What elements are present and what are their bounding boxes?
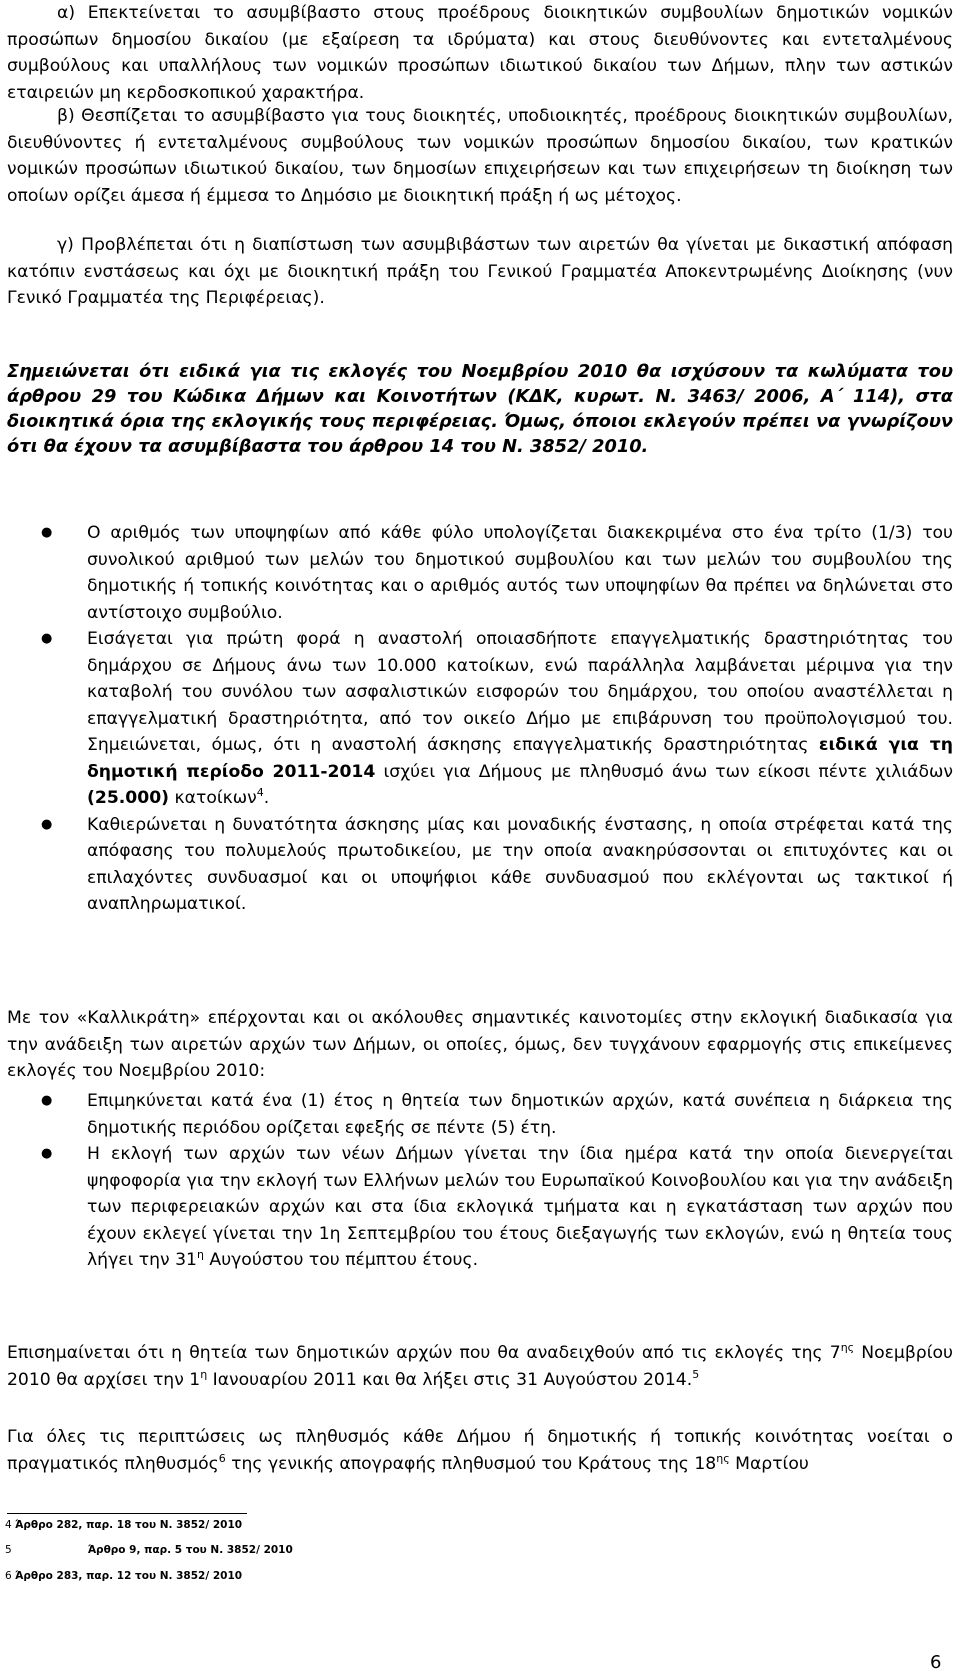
list-item bbox=[7, 520, 953, 626]
paragraph-c: γ) Προβλέπεται ότι η διαπίστωση των ασυμβιβάστων των αιρετών θα γίνεται με δικαστική απόφαση κατόπιν ενστάσεως και όχι με διοικητική πράξη του Γενικού Γραμματέα Αποκεντρωμένης Διοίκησης (νυν Γενικό Γραμματέα της Περιφέρειας). bbox=[7, 235, 953, 308]
page-number: 6 bbox=[930, 1652, 942, 1673]
term-paragraph: Επισημαίνεται ότι η θητεία των δημοτικών αρχών που θα αναδειχθούν από τις εκλογές της $7^{\eta\varsigma}$ Νοεμβρίου 2010 θα αρχίσει την $1^\eta$ Ιανουαρίου 2011 και θα λήξει στις 31 Αυγούστου 2014.$^5$ bbox=[7, 1341, 953, 1390]
innovations-intro: Με τον «Καλλικράτη» επέρχονται και οι ακόλουθες σημαντικές καινοτομίες στην εκλογική διαδικασία για την ανάδειξη των αιρετών αρχών των Δήμων, οι οποίες, όμως, δεν τυγχάνουν εφαρμογής στις επικείμενες εκλογές του Νοεμβρίου 2010: bbox=[7, 1008, 953, 1081]
list-item-text: Ο αριθμός των υποψηφίων από κάθε φύλο υπολογίζεται διακεκριμένα στο ένα τρίτο (1/3) του συνολικού αριθμού των μελών του δημοτικού συμβουλίου και των μελών του συμβουλίου της δημοτικής ή τοπικής κοινότητας και ο αριθμός αυτός των υποψηφίων θα πρέπει να δηλώνεται στο αντίστοιχο συμβούλιο. bbox=[87, 523, 953, 623]
footnote-divider bbox=[7, 1513, 247, 1514]
list-item bbox=[7, 812, 953, 918]
footnote-ref-5[interactable]: 5 bbox=[692, 1367, 700, 1381]
footnote-6: 6 Άρθρο 283, παρ. 12 του Ν. 3852/ 2010 bbox=[5, 1570, 243, 1582]
paragraph-a: α) Επεκτείνεται το ασυμβίβαστο στους προέδρους διοικητικών συμβουλίων δημοτικών νομικών προσώπων δημοσίου δικαίου (με εξαίρεση τα ιδρύματα) και στους διευθύνοντες και εντεταλμένους συμβούλους και υπαλλήλους των νομικών προσώπων ιδιωτικού δικαίου των Δήμων, πλην των αστικών εταιρειών μη κερδοσκοπικού χαρακτήρα. bbox=[7, 3, 953, 103]
footnote-5: 5 Άρθρο 9, παρ. 5 του Ν. 3852/ 2010 bbox=[5, 1544, 293, 1556]
note-paragraph: Σημειώνεται ότι ειδικά για τις εκλογές του Νοεμβρίου 2010 θα ισχύσουν τα κωλύματα του άρθρου 29 του Κώδικα Δήμων και Κοινοτήτων (ΚΔΚ, κυρωτ. Ν. 3463/ 2006, Α΄ 114), στα διοικητικά όρια της εκλογικής τους περιφέρειας. Όμως, όποιοι εκλεγούν πρέπει να γνωρίζουν ότι θα έχουν τα ασυμβίβαστα του άρθρου 14 του Ν. 3852/ 2010. bbox=[7, 361, 953, 457]
bold-period: ειδικά για τη δημοτική περίοδο 2011-2014 bbox=[87, 735, 953, 782]
population-paragraph: Για όλες τις περιπτώσεις ως πληθυσμός κάθε Δήμου ή δημοτικής ή τοπικής κοινότητας νοείται ο πραγματικός πληθυσμός$^6$ της γενικής απογραφής πληθυσμού του Κράτους της $18^{\eta\varsigma}$ Μαρτίου bbox=[7, 1427, 953, 1474]
footnote-ref-6[interactable]: 6 bbox=[218, 1451, 226, 1465]
bullet-list-1 bbox=[7, 520, 953, 918]
paragraph-b: β) Θεσπίζεται το ασυμβίβαστο για τους διοικητές, υποδιοικητές, προέδρους διοικητικών συμβουλίων, διευθύνοντες ή εντεταλμένους συμβούλους των νομικών προσώπων δημοσίου δικαίου, των κρατικών νομικών προσώπων ιδιωτικού δικαίου, των δημοσίων επιχειρήσεων και των επιχειρήσεων τη διοίκηση των οποίων ορίζει άμεσα ή έμμεσα το Δημόσιο με διοικητική πράξη ή ως μέτοχος. bbox=[7, 106, 953, 206]
footnote-ref-4[interactable]: 4 bbox=[256, 786, 264, 799]
list-item-text: Επιμηκύνεται κατά ένα (1) έτος η θητεία των δημοτικών αρχών, κατά συνέπεια η διάρκεια της δημοτικής περιόδου ορίζεται εφεξής σε πέντε (5) έτη. bbox=[87, 1091, 953, 1138]
list-item-text: Καθιερώνεται η δυνατότητα άσκησης μίας και μοναδικής ένστασης, η οποία στρέφεται κατά της απόφασης του πολυμελούς πρωτοδικείου, με την οποία ανακηρύσσονται οι επιτυχόντες και οι επιλαχόντες συνδυασμοί και οι υποψήφιοι κάθε συνδυασμού που εκλέγονται ως τακτικοί ή αναπληρωματικοί. bbox=[87, 814, 953, 914]
bullet-list-2 bbox=[7, 1088, 953, 1274]
list-item bbox=[7, 1088, 953, 1141]
list-item: ● Η εκλογή των αρχών των νέων Δήμων γίνεται την ίδια ημέρα κατά την οποία διενεργείται ψηφοφορία για την εκλογή των Ελλήνων μελών του Ευρωπαϊκού Κοινοβουλίου και για την ανάδειξη των περιφερειακών αρχών και στα ίδια εκλογικά τμήματα και η εγκατάσταση των αρχών που έχουν εκλεγεί γίνεται την 1η Σεπτεμβρίου του έτους διεξαγωγής των εκλογών, ενώ η θητεία τους λήγει την $31^\eta$ Αυγούστου του πέμπτου έτους. bbox=[7, 1141, 953, 1274]
list-item: ● Εισάγεται για πρώτη φορά η αναστολή οποιασδήποτε επαγγελματικής δραστηριότητας του δημάρχου σε Δήμους άνω των 10.000 κατοίκων, ενώ παράλληλα λαμβάνεται μέριμνα για την καταβολή του συνόλου των ασφαλιστικών εισφορών του δημάρχου, του οποίου αναστέλλεται η επαγγελματική δραστηριότητα, από τον οικείο Δήμο με επιβάρυνση του προϋπολογισμού του. Σημειώνεται, όμως, ότι η αναστολή άσκησης επαγγελματικής δραστηριότητας ειδικά για τη δημοτική περίοδο 2011-2014 ισχύει για Δήμους με πληθυσμό άνω των είκοσι πέντε χιλιάδων (25.000) κατοίκων$^4$. bbox=[7, 626, 953, 812]
footnote-4: 4 Άρθρο 282, παρ. 18 του Ν. 3852/ 2010 bbox=[5, 1519, 243, 1531]
bold-population: (25.000) bbox=[87, 788, 170, 808]
